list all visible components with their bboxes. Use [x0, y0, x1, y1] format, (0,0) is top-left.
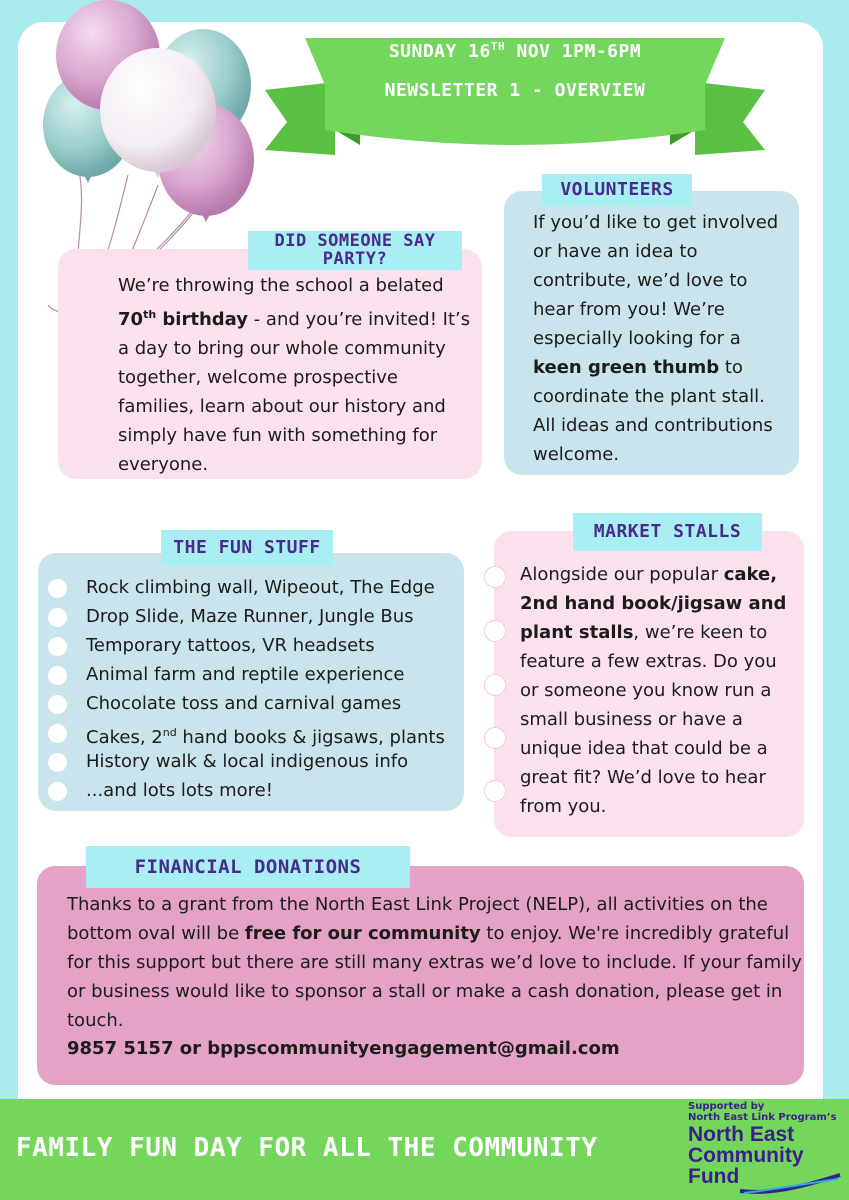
donations-heading: FINANCIAL DONATIONS	[86, 846, 410, 888]
donations-contact[interactable]: 9857 5157 or bppscommunityengagement@gmail.com	[67, 1038, 620, 1059]
volunteers-heading: VOLUNTEERS	[542, 174, 692, 206]
program-label: North East Link Program’s	[688, 1112, 837, 1123]
banner-title: NEWSLETTER 1 - OVERVIEW	[384, 80, 646, 101]
volunteers-text: If you’d like to get involved or have an idea to contribute, we’d love to hear from you! We’re especially looking for a keen green thumb to coordinate the plant stall. All ideas and contributions welcome.	[533, 212, 779, 465]
list-item: Drop Slide, Maze Runner, Jungle Bus	[38, 602, 464, 631]
ring-icon	[484, 566, 506, 588]
footer-tagline: FAMILY FUN DAY FOR ALL THE COMMUNITY	[16, 1133, 598, 1163]
bullet-icon	[48, 666, 67, 685]
logo-line-3: Fund	[688, 1165, 740, 1188]
party-text: We’re throwing the school a belated 70th birthday - and you’re invited! It’s a day to bring our whole community together, welcome prospective families, learn about our history and simply have fun with something for everyone.	[118, 275, 471, 475]
list-item: Temporary tattoos, VR headsets	[38, 631, 464, 660]
banner-date: SUNDAY 16TH NOV 1PM-6PM	[388, 40, 642, 62]
bullet-icon	[48, 579, 67, 598]
ring-icon	[484, 674, 506, 696]
bullet-icon	[48, 753, 67, 772]
list-item: History walk & local indigenous info	[38, 747, 464, 776]
list-item: Rock climbing wall, Wipeout, The Edge	[38, 573, 464, 602]
bullet-icon	[48, 608, 67, 627]
bullet-icon	[48, 695, 67, 714]
fun-stuff-list	[38, 573, 464, 805]
supported-by-label: Supported by	[688, 1101, 765, 1112]
bullet-icon	[48, 782, 67, 801]
logo-line-2: Community	[688, 1144, 804, 1167]
list-item: ...and lots lots more!	[38, 776, 464, 805]
party-heading: DID SOMEONE SAY PARTY?	[248, 231, 462, 270]
list-item: Animal farm and reptile experience	[38, 660, 464, 689]
ring-icon	[484, 780, 506, 802]
list-item: Chocolate toss and carnival games	[38, 689, 464, 718]
donations-text: Thanks to a grant from the North East Link Project (NELP), all activities on the bottom oval will be free for our community to enjoy. We're incredibly grateful for this support but there are still many extras we’d love to include. If your family or business would like to sponsor a stall or make a cash donation, please get in touch.	[67, 894, 802, 1031]
bullet-icon	[48, 724, 67, 743]
bullet-icon	[48, 637, 67, 656]
ring-icon	[484, 620, 506, 642]
list-item: Cakes, 2nd hand books & jigsaws, plants	[38, 718, 464, 747]
swoosh-icon	[738, 1173, 843, 1195]
ring-icon	[484, 727, 506, 749]
market-stalls-heading: MARKET STALLS	[573, 513, 762, 551]
fund-logo	[688, 1101, 846, 1197]
fun-stuff-heading: THE FUN STUFF	[161, 530, 333, 566]
market-stalls-text: Alongside our popular cake, 2nd hand book/jigsaw and plant stalls, we’re keen to feature a few extras. Do you or someone you know run a small business or have a unique idea that could be a great fit? We’d love to hear from you.	[520, 564, 787, 817]
logo-line-1: North East	[688, 1123, 795, 1146]
